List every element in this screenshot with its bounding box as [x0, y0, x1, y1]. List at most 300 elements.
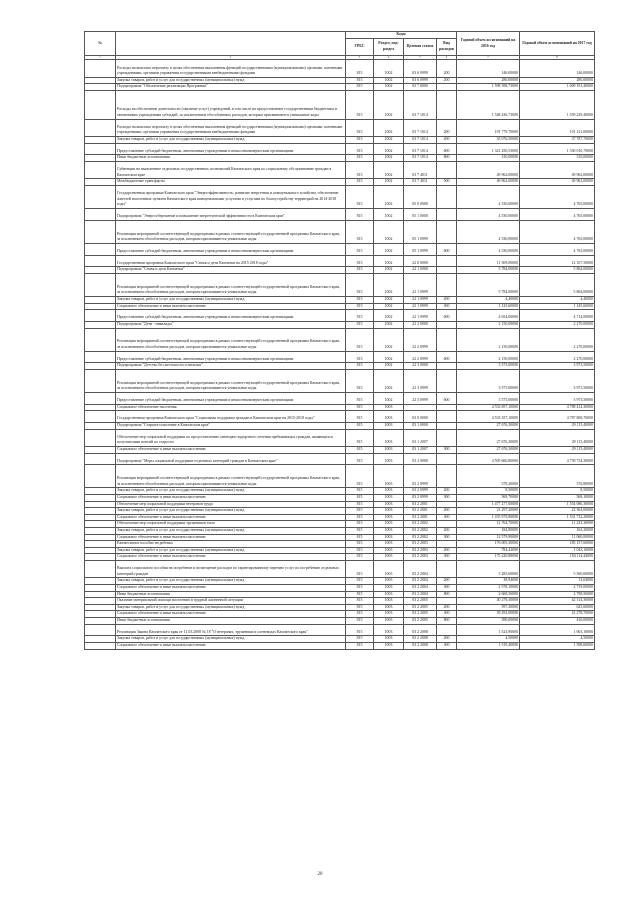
expense-type-cell	[437, 624, 457, 636]
amount-2016-cell: 184,80000	[457, 528, 520, 535]
expense-name-cell: Ежемесячное пособие на ребенка	[116, 541, 346, 548]
grbs-code-cell: 815	[346, 119, 374, 136]
amount-2017-cell: 4 788 414,30000	[520, 404, 595, 411]
grbs-code-cell: 815	[346, 591, 374, 598]
razdel-code-cell: 1002	[374, 310, 404, 322]
table-row	[85, 508, 595, 515]
amount-2016-cell: 569,70000	[457, 495, 520, 502]
amount-2017-cell: 3 973,50000	[520, 363, 595, 370]
razdel-code-cell: 1002	[374, 155, 404, 162]
expense-type-cell	[437, 255, 457, 267]
amount-2017-cell: 191 121,00000	[520, 119, 595, 136]
expense-name-cell: Обеспечение мер социальной поддержки ветеранов труда	[116, 501, 346, 508]
table-row	[85, 560, 595, 577]
amount-2016-cell: 5 285,60000	[457, 560, 520, 577]
target-article-cell: 03 2 2003	[404, 554, 437, 561]
razdel-code-cell: 1003	[374, 591, 404, 598]
target-article-cell: 03 7 0000	[404, 84, 437, 91]
row-number-cell	[85, 185, 116, 208]
expense-name-cell: Предоставление субсидий бюджетным, автономным учреждениям и иным некоммерческим организациям	[116, 392, 346, 404]
expense-type-cell: 200	[437, 528, 457, 535]
expense-type-cell	[437, 363, 457, 370]
razdel-code-cell: 1003	[374, 547, 404, 554]
expense-type-cell: 600	[437, 351, 457, 363]
expense-type-cell: 300	[437, 642, 457, 649]
expense-name-cell: Социальное обеспечение и иные выплаты населению	[116, 495, 346, 502]
row-number-cell	[85, 155, 116, 162]
target-article-cell: 22 1 0999	[404, 296, 437, 303]
amount-2017-cell: 146,00000	[520, 60, 595, 77]
target-article-cell: 03 2 2008	[404, 624, 437, 636]
expense-name-cell: Расходы на обеспечение деятельности (оказание услуг) учреждений, в том числе на предоставление государственным бюджетным и автономным учреждениям субсидий, за исключением обособленных расходов, которым присваиваются уникальные коды	[116, 90, 346, 119]
expense-name-cell: Государственная программа Камчатского края "Социальная поддержка граждан в Камчатском крае на 2015-2018 годы"	[116, 411, 346, 423]
expense-type-cell	[437, 453, 457, 465]
amount-2017-cell: 4 787 869,70000	[520, 411, 595, 423]
expense-type-cell	[437, 273, 457, 296]
amount-2017-cell: 2 270,00000	[520, 351, 595, 363]
target-article-cell: 05 1 0000	[404, 208, 437, 220]
target-article-cell: 03 2 2008	[404, 636, 437, 643]
expense-name-cell: Социальное обеспечение и иные выплаты населению	[116, 642, 346, 649]
razdel-code-cell: 1002	[374, 321, 404, 328]
row-number-cell	[85, 560, 116, 577]
target-article-cell: 03 2 2003	[404, 541, 437, 548]
target-article-cell: 03 2 2001	[404, 508, 437, 515]
expense-type-cell: 600	[437, 392, 457, 404]
expense-type-cell: 200	[437, 488, 457, 495]
colnum-3: 3	[346, 56, 374, 60]
grbs-code-cell: 815	[346, 404, 374, 411]
amount-2016-cell: 2 578,10000	[457, 584, 520, 591]
expense-name-cell: Социальное обеспечение и иные выплаты населению	[116, 584, 346, 591]
row-number-cell	[85, 351, 116, 363]
row-number-cell	[85, 584, 116, 591]
razdel-code-cell: 1002	[374, 119, 404, 136]
expense-name-cell: Обеспечение мер социальной поддержки по предоставлению санаторно-курортного лечения пребывающих граждан, являющихся получателями пенсий по старости	[116, 429, 346, 446]
expense-name-cell: Реализация мероприятий соответствующей подпрограммы в рамках соответствующей государственной программы Камчатского края, за исключением обособленных расходов, которым присваиваются уникальные коды	[116, 465, 346, 488]
grbs-code-cell: 815	[346, 423, 374, 430]
amount-2016-cell: 5 784,00000	[457, 273, 520, 296]
target-article-cell: 03 2 0999	[404, 488, 437, 495]
table-row	[85, 528, 595, 535]
grbs-code-cell: 815	[346, 488, 374, 495]
razdel-code-cell: 1002	[374, 267, 404, 274]
grbs-code-cell: 815	[346, 465, 374, 488]
table-row	[85, 501, 595, 508]
table-row	[85, 423, 595, 430]
razdel-code-cell: 1002	[374, 161, 404, 178]
expense-name-cell: Реализация мероприятий соответствующей подпрограммы в рамках соответствующей государственной программы Камчатского края, за исключением обособленных расходов, которым присваиваются уникальные коды	[116, 273, 346, 296]
amount-2017-cell: 49 962,00000	[520, 161, 595, 178]
amount-2017-cell: 49 962,00000	[520, 179, 595, 186]
expense-name-cell: Реализация мероприятий соответствующей подпрограммы в рамках соответствующей государственной программы Камчатского края, за исключением обособленных расходов, которым присваиваются уникальные коды	[116, 220, 346, 243]
razdel-code-cell: 1002	[374, 84, 404, 91]
expense-type-cell	[437, 369, 457, 392]
target-article-cell: 03 2 0999	[404, 495, 437, 502]
expense-type-cell	[437, 161, 457, 178]
amount-2016-cell: 2 668,56000	[457, 591, 520, 598]
grbs-code-cell: 815	[346, 77, 374, 84]
expense-name-cell: Закупка товаров, работ и услуг для государственных (муниципальных) нужд	[116, 547, 346, 554]
row-number-cell	[85, 617, 116, 624]
target-article-cell	[404, 404, 437, 411]
expense-type-cell: 800	[437, 155, 457, 162]
expense-type-cell	[437, 328, 457, 351]
razdel-code-cell: 1002	[374, 369, 404, 392]
razdel-code-cell: 1003	[374, 501, 404, 508]
amount-2017-cell: 29 115,40000	[520, 429, 595, 446]
amount-2016-cell: 1 598 398,73000	[457, 84, 520, 91]
amount-2017-cell: 4 765,00000	[520, 243, 595, 255]
amount-2016-cell: 5 784,00000	[457, 267, 520, 274]
expense-type-cell: 300	[437, 554, 457, 561]
amount-2016-cell: 4 505 660,80000	[457, 453, 520, 465]
row-number-cell	[85, 578, 116, 585]
amount-2017-cell: 41 278,70000	[520, 611, 595, 618]
amount-2016-cell: 49 962,00000	[457, 161, 520, 178]
razdel-code-cell: 1003	[374, 521, 404, 528]
tsel-header: Целевая статья	[404, 39, 437, 56]
table-row	[85, 578, 595, 585]
amount-2017-cell: 29 115,40000	[520, 423, 595, 430]
amount-2017-cell: 410,00000	[520, 617, 595, 624]
grbs-code-cell: 815	[346, 185, 374, 208]
grbs-code-cell: 815	[346, 161, 374, 178]
table-row	[85, 90, 595, 119]
razdel-code-cell: 1002	[374, 220, 404, 243]
row-number-cell	[85, 423, 116, 430]
expense-name-cell: Закупка товаров, работ и услуг для государственных (муниципальных) нужд	[116, 136, 346, 143]
amount-2016-cell: 49 962,00000	[457, 179, 520, 186]
target-article-cell: 03 7 1014	[404, 143, 437, 155]
grbs-code-cell: 815	[346, 584, 374, 591]
amount-2016-cell: 3 575,00000	[457, 369, 520, 392]
grbs-code-cell: 815	[346, 220, 374, 243]
razdel-code-cell: 1002	[374, 296, 404, 303]
amount-2016-cell: 38,94000	[457, 578, 520, 585]
amount-2016-cell: 280,00000	[457, 77, 520, 84]
expense-name-cell: Предоставление субсидий бюджетным, автономным учреждениям и иным некоммерческим организациям	[116, 143, 346, 155]
amount-2017-cell: 2 719,00000	[520, 584, 595, 591]
row-number-cell	[85, 501, 116, 508]
expense-type-cell	[437, 521, 457, 528]
target-article-cell: 03 2 2005	[404, 604, 437, 611]
expense-type-cell	[437, 598, 457, 605]
row-number-cell	[85, 392, 116, 404]
row-number-cell	[85, 495, 116, 502]
expense-type-cell: 300	[437, 584, 457, 591]
grbs-code-cell: 815	[346, 296, 374, 303]
table-row	[85, 521, 595, 528]
expense-type-cell	[437, 560, 457, 577]
expense-type-cell	[437, 423, 457, 430]
amount-2016-cell: 4,40000	[457, 296, 520, 303]
table-row	[85, 185, 595, 208]
target-article-cell: 03 2 2002	[404, 528, 437, 535]
row-number-cell	[85, 636, 116, 643]
grbs-code-cell: 815	[346, 642, 374, 649]
row-number-cell	[85, 411, 116, 423]
amount-2016-cell: 12 764,70000	[457, 521, 520, 528]
razdel-code-cell: 1003	[374, 604, 404, 611]
grbs-code-cell: 815	[346, 136, 374, 143]
target-article-cell: 03 2 2008	[404, 642, 437, 649]
table-row	[85, 143, 595, 155]
amount-2017-cell: 185 157,60000	[520, 541, 595, 548]
table-row	[85, 310, 595, 322]
grbs-code-cell: 815	[346, 636, 374, 643]
amount-2016-cell: 40 279,30000	[457, 598, 520, 605]
razdel-code-cell: 1002	[374, 243, 404, 255]
expense-name-cell: Социальное обеспечение и иные выплаты населению	[116, 611, 346, 618]
target-article-cell: 03 0 0000	[404, 411, 437, 423]
grbs-code-cell: 815	[346, 179, 374, 186]
razdel-code-cell: 1003	[374, 465, 404, 488]
amount-2017-cell: 37 787,70000	[520, 136, 595, 143]
vid-header: Вид расходов	[437, 39, 457, 56]
row-number-cell	[85, 465, 116, 488]
row-number-cell	[85, 447, 116, 454]
expense-type-cell: 200	[437, 547, 457, 554]
razdel-header: Раздел, под-раздел	[374, 39, 404, 56]
expense-name-cell: Закупка товаров, работ и услуг для государственных (муниципальных) нужд	[116, 636, 346, 643]
table-row	[85, 161, 595, 178]
row-number-cell	[85, 554, 116, 561]
razdel-code-cell: 1003	[374, 598, 404, 605]
grbs-code-cell: 815	[346, 604, 374, 611]
razdel-code-cell: 1003	[374, 508, 404, 515]
grbs-code-cell: 815	[346, 495, 374, 502]
year-2016-header: Годовой объем ассигнований на 2016 год	[457, 32, 520, 56]
target-article-cell: 03 2 0000	[404, 453, 437, 465]
row-number-cell	[85, 273, 116, 296]
table-row	[85, 60, 595, 77]
year-2017-header: Годовой объем ассигнований на 2017 год	[520, 32, 595, 56]
codes-header: Коды	[346, 32, 457, 39]
grbs-code-cell: 815	[346, 363, 374, 370]
row-number-cell	[85, 136, 116, 143]
target-article-cell: 03 2 2004	[404, 578, 437, 585]
row-number-cell	[85, 404, 116, 411]
grbs-code-cell: 815	[346, 598, 374, 605]
target-article-cell: 03 7 4011	[404, 161, 437, 178]
target-article-cell: 03 2 2004	[404, 560, 437, 577]
target-article-cell: 22 2 0000	[404, 321, 437, 328]
amount-2017-cell: 2 798,56000	[520, 591, 595, 598]
table-row	[85, 303, 595, 310]
row-number-cell	[85, 514, 116, 521]
table-row	[85, 598, 595, 605]
grbs-code-cell: 815	[346, 411, 374, 423]
grbs-code-cell: 815	[346, 90, 374, 119]
expense-type-cell: 300	[437, 495, 457, 502]
row-number-cell	[85, 90, 116, 119]
razdel-code-cell: 1002	[374, 303, 404, 310]
table-row	[85, 273, 595, 296]
expense-type-cell: 200	[437, 119, 457, 136]
target-article-cell: 03 2 2001	[404, 514, 437, 521]
expense-name-cell: Подпрограмма "Дети - инвалиды"	[116, 321, 346, 328]
amount-2017-cell: 4 714,00000	[520, 310, 595, 322]
razdel-code-cell: 1002	[374, 136, 404, 143]
row-number-cell	[85, 528, 116, 535]
amount-2016-cell: 27 676,30000	[457, 423, 520, 430]
amount-2017-cell: 5 864,00000	[520, 273, 595, 296]
row-number-cell	[85, 243, 116, 255]
row-number-cell	[85, 119, 116, 136]
razdel-code-cell: 1003	[374, 404, 404, 411]
expense-type-cell	[437, 220, 457, 243]
amount-2017-cell: 1 609 191,40000	[520, 84, 595, 91]
expense-type-cell	[437, 185, 457, 208]
amount-2017-cell: 11 060,00000	[520, 534, 595, 541]
table-row	[85, 495, 595, 502]
razdel-code-cell: 1003	[374, 423, 404, 430]
expense-type-cell: 300	[437, 447, 457, 454]
row-number-cell	[85, 453, 116, 465]
razdel-code-cell: 1003	[374, 541, 404, 548]
row-number-cell	[85, 84, 116, 91]
expense-name-cell: Реализация мероприятий соответствующей подпрограммы в рамках соответствующей государственной программы Камчатского края, за исключением обособленных расходов, которым присваиваются уникальные коды	[116, 328, 346, 351]
table-row	[85, 554, 595, 561]
razdel-code-cell: 1002	[374, 392, 404, 404]
amount-2017-cell: 1 145,60000	[520, 303, 595, 310]
amount-2017-cell: 13,04000	[520, 578, 595, 585]
amount-2017-cell: 280,00000	[520, 77, 595, 84]
table-row	[85, 328, 595, 351]
expense-type-cell	[437, 267, 457, 274]
expense-name-cell: Предоставление субсидий бюджетным, автономным учреждениям и иным некоммерческим организациям	[116, 310, 346, 322]
amount-2017-cell: 2 270,00000	[520, 328, 595, 351]
budget-sheet	[84, 31, 594, 650]
amount-2016-cell: 1 125,60000	[457, 303, 520, 310]
amount-2017-cell: 1 043,16000	[520, 547, 595, 554]
amount-2017-cell: 1 554 086,30000	[520, 501, 595, 508]
grbs-code-cell: 815	[346, 351, 374, 363]
target-article-cell: 03 1 2007	[404, 447, 437, 454]
target-article-cell: 05 1 0999	[404, 220, 437, 243]
amount-2016-cell: 1 477 277,00000	[457, 501, 520, 508]
row-number-cell	[85, 179, 116, 186]
target-article-cell: 03 2 2004	[404, 591, 437, 598]
amount-2016-cell: 4 530,00000	[457, 220, 520, 243]
amount-2017-cell: 1 603,10000	[520, 624, 595, 636]
razdel-code-cell: 1003	[374, 447, 404, 454]
expense-type-cell	[437, 501, 457, 508]
razdel-code-cell: 1003	[374, 453, 404, 465]
table-row	[85, 584, 595, 591]
amount-2016-cell: 1 523,90000	[457, 624, 520, 636]
expense-name-cell: Иные бюджетные ассигнования	[116, 155, 346, 162]
table-row	[85, 617, 595, 624]
expense-type-cell	[437, 541, 457, 548]
expense-name-cell: Закупка товаров, работ и услуг для государственных (муниципальных) нужд	[116, 528, 346, 535]
grbs-code-cell: 815	[346, 611, 374, 618]
amount-2017-cell: 310,00000	[520, 155, 595, 162]
table-row	[85, 514, 595, 521]
table-row	[85, 84, 595, 91]
table-row	[85, 136, 595, 143]
grbs-code-cell: 815	[346, 547, 374, 554]
amount-2017-cell: 4,40000	[520, 296, 595, 303]
target-article-cell: 22 2 0999	[404, 351, 437, 363]
table-row	[85, 604, 595, 611]
grbs-code-cell: 815	[346, 508, 374, 515]
table-row	[85, 488, 595, 495]
expense-type-cell: 200	[437, 508, 457, 515]
amount-2017-cell: 4,50000	[520, 636, 595, 643]
table-row	[85, 369, 595, 392]
expense-name-cell: Обеспечение мер социальной поддержки тружеников тыла	[116, 521, 346, 528]
colnum-7: 7	[457, 56, 520, 60]
razdel-code-cell: 1003	[374, 534, 404, 541]
expense-type-cell: 200	[437, 296, 457, 303]
amount-2017-cell: 1 598,60000	[520, 642, 595, 649]
amount-2016-cell: 390,00000	[457, 617, 520, 624]
grbs-code-cell: 815	[346, 321, 374, 328]
target-article-cell: 03 7 1014	[404, 90, 437, 119]
table-row	[85, 447, 595, 454]
expense-type-cell: 200	[437, 578, 457, 585]
table-row	[85, 77, 595, 84]
target-article-cell: 03 2 2003	[404, 547, 437, 554]
expense-name-cell: Подпрограмма "Семья и дети Камчатки"	[116, 267, 346, 274]
amount-2017-cell: 11 223,30000	[520, 521, 595, 528]
table-row	[85, 541, 595, 548]
razdel-code-cell: 1003	[374, 617, 404, 624]
row-number-cell	[85, 220, 116, 243]
razdel-code-cell: 1003	[374, 578, 404, 585]
grbs-code-cell: 815	[346, 255, 374, 267]
target-article-cell: 22 0 0000	[404, 255, 437, 267]
grbs-code-cell: 815	[346, 60, 374, 77]
razdel-code-cell: 1002	[374, 77, 404, 84]
amount-2017-cell: 3 973,50000	[520, 392, 595, 404]
table-row	[85, 636, 595, 643]
target-article-cell: 03 2 2004	[404, 584, 437, 591]
grbs-code-cell: 815	[346, 328, 374, 351]
colnum-8: 8	[520, 56, 595, 60]
table-row	[85, 611, 595, 618]
razdel-code-cell: 1003	[374, 554, 404, 561]
expense-name-cell: Реализация мероприятий соответствующей подпрограммы в рамках соответствующей государственной программы Камчатского края, за исключением обособленных расходов, которым присваиваются уникальные коды	[116, 369, 346, 392]
expense-type-cell	[437, 84, 457, 91]
table-row	[85, 624, 595, 636]
amount-2016-cell: 4 530,00000	[457, 243, 520, 255]
row-number-cell	[85, 267, 116, 274]
grbs-code-cell: 815	[346, 267, 374, 274]
target-article-cell: 05 1 0999	[404, 243, 437, 255]
amount-2016-cell: 578,20000	[457, 465, 520, 488]
row-number-cell	[85, 547, 116, 554]
expense-name-cell: Оказание материальной помощи населению в трудной жизненной ситуации	[116, 598, 346, 605]
grbs-code-cell: 815	[346, 624, 374, 636]
expense-name-cell: Социальное обеспечение населения	[116, 404, 346, 411]
target-article-cell: 03 7 1014	[404, 119, 437, 136]
name-header	[116, 32, 346, 56]
amount-2017-cell: 2 270,00000	[520, 321, 595, 328]
row-number-cell	[85, 488, 116, 495]
row-number-cell	[85, 508, 116, 515]
table-row	[85, 351, 595, 363]
grbs-code-cell: 815	[346, 447, 374, 454]
row-number-cell	[85, 60, 116, 77]
expense-name-cell: Предоставление субсидий бюджетным, автономным учреждениям и иным некоммерческим организациям	[116, 243, 346, 255]
table-row	[85, 392, 595, 404]
razdel-code-cell: 1002	[374, 273, 404, 296]
razdel-code-cell: 1002	[374, 90, 404, 119]
grbs-code-cell: 815	[346, 578, 374, 585]
